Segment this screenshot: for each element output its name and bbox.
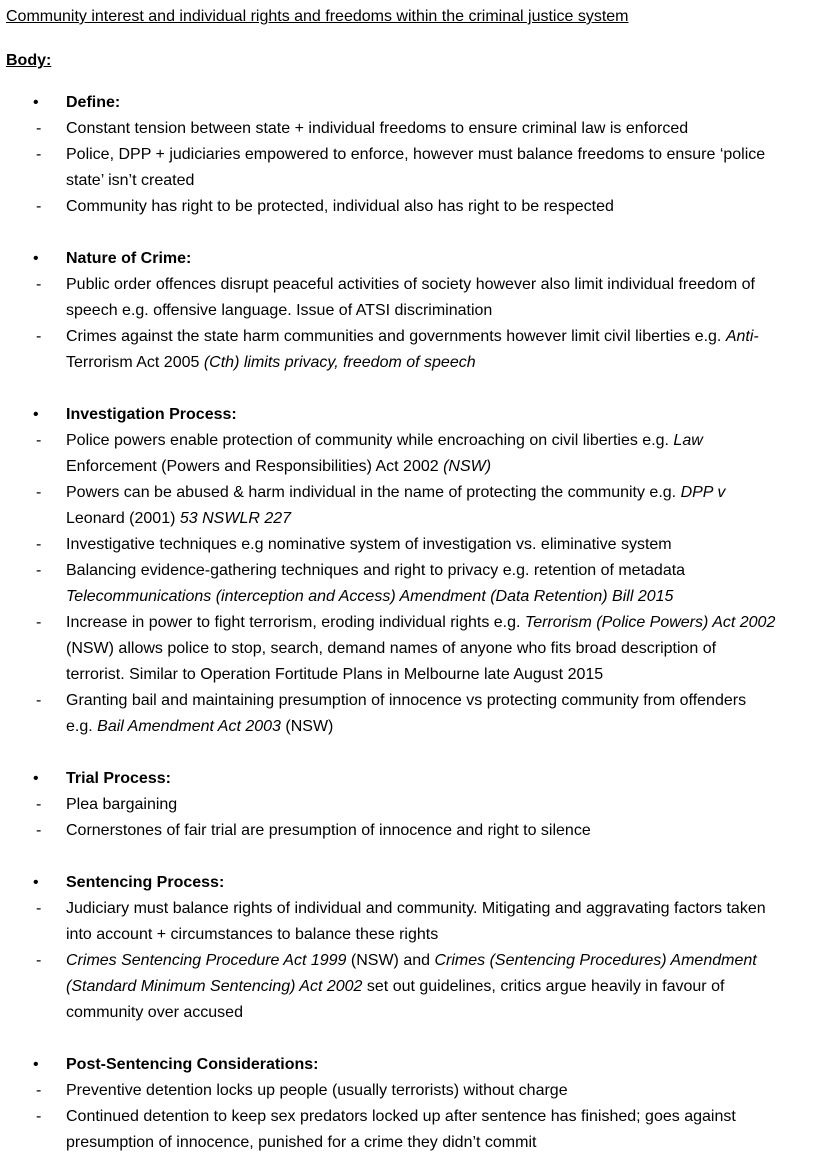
text-segment: (NSW) and xyxy=(346,952,435,969)
list-item-line xyxy=(66,948,757,974)
italic-citation: (Cth) limits privacy, freedom of speech xyxy=(199,354,476,371)
text-segment: speech e.g. offensive language. Issue of ATSI discrimination xyxy=(66,302,493,319)
text-segment: Granting bail and maintaining presumption of innocence vs protecting community from offenders xyxy=(66,692,747,709)
dash-marker: - xyxy=(36,614,42,631)
dash-marker: - xyxy=(36,432,42,449)
text-segment: Constant tension between state + individual freedoms to ensure criminal law is enforced xyxy=(66,120,689,137)
list-item-line xyxy=(66,480,725,506)
italic-citation: Terrorism (Police Powers) Act 2002 xyxy=(524,614,776,631)
list-item-line xyxy=(66,1000,243,1026)
list-item-line xyxy=(66,142,765,168)
list-item-line xyxy=(66,506,291,532)
list-item-line xyxy=(66,610,775,636)
list-item-line xyxy=(66,558,685,584)
list-item-line xyxy=(66,714,333,740)
text-segment: e.g. xyxy=(66,718,98,735)
section-heading: Define: xyxy=(66,94,121,111)
text-segment: Judiciary must balance rights of individual and community. Mitigating and aggravating factors taken xyxy=(66,900,766,917)
text-segment: Leonard (2001) xyxy=(66,510,176,527)
text-segment: Continued detention to keep sex predators locked up after sentence has finished; goes against xyxy=(66,1108,736,1125)
text-segment: Balancing evidence-gathering techniques and right to privacy e.g. retention of metadata xyxy=(66,562,686,579)
dash-marker: - xyxy=(36,952,42,969)
list-item-line xyxy=(66,194,614,220)
text-segment: Community has right to be protected, individual also has right to be respected xyxy=(66,198,614,215)
dash-marker: - xyxy=(36,146,42,163)
list-item-line xyxy=(66,350,476,376)
bullet-icon: • xyxy=(33,406,39,423)
italic-citation: Crimes Sentencing Procedure Act 1999 xyxy=(66,952,347,969)
text-segment: Terrorism Act 2005 xyxy=(66,354,200,371)
dash-marker: - xyxy=(36,822,42,839)
dash-marker: - xyxy=(36,1082,42,1099)
bullet-icon: • xyxy=(33,1056,39,1073)
dash-marker: - xyxy=(36,562,42,579)
text-segment: state’ isn’t created xyxy=(66,172,195,189)
text-segment: (NSW) xyxy=(280,718,334,735)
text-segment: Crimes against the state harm communities and governments however limit civil liberties e.g. xyxy=(66,328,726,345)
text-segment: terrorist. Similar to Operation Fortitude Plans in Melbourne late August 2015 xyxy=(66,666,604,683)
text-segment: community over accused xyxy=(66,1004,243,1021)
section-heading: Nature of Crime: xyxy=(66,250,192,267)
dash-marker: - xyxy=(36,198,42,215)
list-item-line xyxy=(66,116,688,142)
italic-citation: Crimes (Sentencing Procedures) Amendment xyxy=(434,952,757,969)
dash-marker: - xyxy=(36,900,42,917)
list-item-line xyxy=(66,298,492,324)
text-segment: presumption of innocence, punished for a crime they didn’t commit xyxy=(66,1134,537,1151)
text-segment: Police, DPP + judiciaries empowered to enforce, however must balance freedoms to ensure ‘police xyxy=(66,146,766,163)
list-item-line xyxy=(66,896,766,922)
list-item-line xyxy=(66,662,603,688)
list-item-line xyxy=(66,1130,536,1156)
section-heading: Investigation Process: xyxy=(66,406,237,423)
section-heading: Sentencing Process: xyxy=(66,874,225,891)
italic-citation: 53 NSWLR 227 xyxy=(175,510,292,527)
list-item-line xyxy=(66,168,194,194)
list-item-line xyxy=(66,636,716,662)
dash-marker: - xyxy=(36,276,42,293)
italic-citation: (NSW) xyxy=(438,458,492,475)
dash-marker: - xyxy=(36,692,42,709)
italic-citation: Law xyxy=(673,432,703,449)
dash-marker: - xyxy=(36,796,42,813)
section-heading: Trial Process: xyxy=(66,770,171,787)
list-item-line xyxy=(66,272,755,298)
bullet-icon: • xyxy=(33,770,39,787)
text-segment: Plea bargaining xyxy=(66,796,178,813)
italic-citation: Anti- xyxy=(725,328,759,345)
text-segment: set out guidelines, critics argue heavily in favour of xyxy=(362,978,725,995)
list-item-line xyxy=(66,1078,568,1104)
text-segment: Increase in power to fight terrorism, eroding individual rights e.g. xyxy=(66,614,525,631)
list-item-line xyxy=(66,454,491,480)
text-segment: Police powers enable protection of community while encroaching on civil liberties e.g. xyxy=(66,432,674,449)
text-segment: into account + circumstances to balance these rights xyxy=(66,926,439,943)
list-item-line xyxy=(66,1104,736,1130)
text-segment: Enforcement (Powers and Responsibilities) Act 2002 xyxy=(66,458,439,475)
body-label: Body: xyxy=(6,52,52,69)
dash-marker: - xyxy=(36,484,42,501)
list-item-line xyxy=(66,974,724,1000)
dash-marker: - xyxy=(36,328,42,345)
dash-marker: - xyxy=(36,536,42,553)
list-item-line xyxy=(66,922,438,948)
dash-marker: - xyxy=(36,1108,42,1125)
italic-citation: Telecommunications (interception and Access) Amendment (Data Retention) Bill 2015 xyxy=(66,588,674,605)
text-segment: Public order offences disrupt peaceful activities of society however also limit individual freedom of xyxy=(66,276,755,293)
list-item-line xyxy=(66,584,673,610)
list-item-line xyxy=(66,324,759,350)
list-item-line xyxy=(66,792,177,818)
text-segment: Preventive detention locks up people (usually terrorists) without charge xyxy=(66,1082,568,1099)
section-heading: Post-Sentencing Considerations: xyxy=(66,1056,319,1073)
italic-citation: (Standard Minimum Sentencing) Act 2002 xyxy=(66,978,363,995)
italic-citation: Bail Amendment Act 2003 xyxy=(97,718,281,735)
bullet-icon: • xyxy=(33,94,39,111)
text-segment: Investigative techniques e.g nominative system of investigation vs. eliminative system xyxy=(66,536,672,553)
document-title: Community interest and individual rights and freedoms within the criminal justice system xyxy=(6,8,629,25)
bullet-icon: • xyxy=(33,250,39,267)
list-item-line xyxy=(66,532,672,558)
text-segment: Powers can be abused & harm individual in the name of protecting the community e.g. xyxy=(66,484,681,501)
bullet-icon: • xyxy=(33,874,39,891)
text-segment: Cornerstones of fair trial are presumption of innocence and right to silence xyxy=(66,822,591,839)
list-item-line xyxy=(66,818,591,844)
dash-marker: - xyxy=(36,120,42,137)
text-segment: (NSW) allows police to stop, search, demand names of anyone who fits broad description of xyxy=(66,640,717,657)
italic-citation: DPP v xyxy=(680,484,726,501)
list-item-line xyxy=(66,428,703,454)
list-item-line xyxy=(66,688,746,714)
